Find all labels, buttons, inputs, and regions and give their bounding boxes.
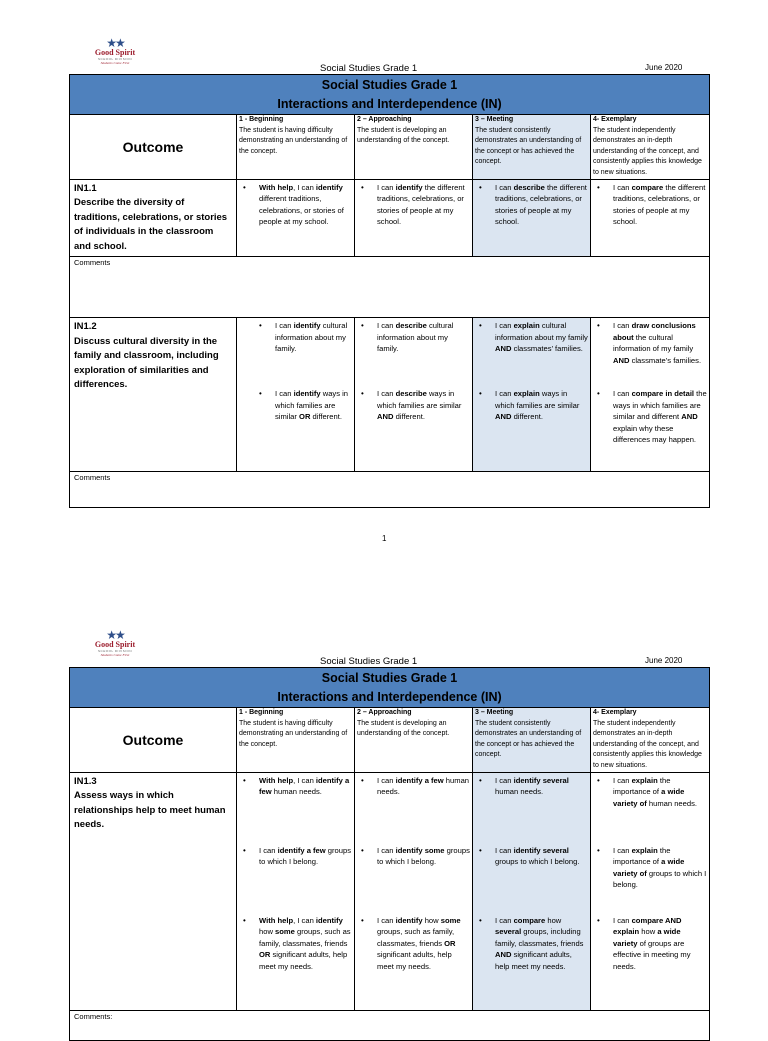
banner-subject: Social Studies Grade 1 <box>321 78 458 92</box>
descriptor-bullet: • I can identify how some groups, such as family, classmates, friends OR significant adults, help meet my needs. <box>357 915 470 973</box>
comments-box[interactable]: Comments <box>70 472 710 508</box>
banner-strand: Interactions and Interdependence (IN) <box>277 690 502 704</box>
rubric-table <box>69 667 710 1041</box>
level-description: The student is having difficulty demonstrating an understanding of the concept. <box>239 719 348 748</box>
rubric-banner <box>70 668 710 708</box>
descriptor-bullet: • I can describe the different traditions, celebrations, or stories of people at my school. <box>475 182 588 228</box>
outcome-code: IN1.2 <box>74 321 97 333</box>
level-beginning <box>237 708 355 773</box>
document-date: June 2020 <box>645 63 683 72</box>
level-meeting <box>473 115 591 180</box>
descriptor-bullet: • I can explain cultural information about my family AND classmates’ families. <box>475 320 588 388</box>
school-division-logo <box>86 630 144 658</box>
rubric-banner <box>70 75 710 115</box>
descriptor-bullet: • I can describe cultural information about my family. <box>357 320 470 388</box>
level-approaching <box>355 115 473 180</box>
descriptor-bullet: • I can draw conclusions about the cultural information of my family AND classmate’s families. <box>593 320 707 388</box>
logo-subtitle: SCHOOL DIVISION <box>97 57 133 61</box>
level-approaching <box>355 708 473 773</box>
outcome-row-in1-1 <box>70 179 710 257</box>
descriptor-bullet: • I can identify ways in which families are similar OR different. <box>255 388 352 423</box>
level-exemplary <box>591 115 710 180</box>
outcome-code: IN1.3 <box>74 775 97 787</box>
level-description: The student independently demonstrates an in-depth understanding of the concept, and consistently applies this knowledge to new situations. <box>593 126 702 176</box>
descriptor-exemplary <box>591 772 710 1010</box>
descriptor-beginning <box>237 179 355 257</box>
descriptor-meeting <box>473 179 591 257</box>
descriptor-exemplary <box>591 318 710 472</box>
descriptor-bullet: • I can compare in detail the ways in which families are similar and different AND explain why these differences may happen. <box>593 388 707 446</box>
descriptor-bullet: • I can describe ways in which families are similar AND different. <box>357 388 470 423</box>
descriptor-bullet: • I can identify some groups to which I belong. <box>357 845 470 915</box>
outcome-cell <box>70 772 237 1010</box>
outcome-text: Describe the diversity of traditions, celebrations, or stories of individuals in the classroom and school. <box>74 197 228 252</box>
logo-stars-icon: ★★ <box>106 36 124 50</box>
descriptor-bullet: • I can explain ways in which families are similar AND different. <box>475 388 588 423</box>
descriptor-bullet: • I can identify a few human needs. <box>357 775 470 845</box>
level-description: The student is developing an understanding of the concept. <box>357 126 450 145</box>
level-beginning <box>237 115 355 180</box>
descriptor-meeting <box>473 318 591 472</box>
logo-stars-icon: ★★ <box>106 628 124 642</box>
school-division-logo <box>86 38 144 66</box>
level-exemplary <box>591 708 710 773</box>
rubric-table <box>69 74 710 508</box>
outcome-row-in1-3 <box>70 772 710 1010</box>
descriptor-approaching <box>355 179 473 257</box>
comments-box[interactable]: Comments: <box>70 1010 710 1040</box>
descriptor-bullet: • I can compare AND explain how a wide variety of groups are effective in meeting my needs. <box>593 915 707 973</box>
outcome-row-in1-2 <box>70 318 710 472</box>
outcome-text: Assess ways in which relationships help to meet human needs. <box>74 790 226 831</box>
page-2 <box>0 590 768 1024</box>
descriptor-bullet: • I can explain the importance of a wide variety of human needs. <box>593 775 707 845</box>
descriptor-beginning <box>237 772 355 1010</box>
descriptor-bullet: • I can identify several human needs. <box>475 775 588 845</box>
descriptor-bullet: • I can identify the different traditions, celebrations, or stories of people at my school. <box>357 182 470 228</box>
descriptor-beginning <box>237 318 355 472</box>
outcome-text: Discuss cultural diversity in the family and classroom, including exploration of similarities and differences. <box>74 335 219 391</box>
outcome-cell <box>70 179 237 257</box>
level-name: 3 – Meeting <box>475 709 514 716</box>
level-name: 1 - Beginning <box>239 709 284 716</box>
level-name: 2 – Approaching <box>357 116 412 123</box>
logo-tagline: Students Come First <box>100 61 130 65</box>
logo-name: Good Spirit <box>94 640 136 649</box>
level-description: The student consistently demonstrates an understanding of the concept or has achieved the concept. <box>475 719 582 759</box>
outcome-heading: Outcome <box>70 708 237 773</box>
descriptor-approaching <box>355 772 473 1010</box>
descriptor-bullet: • I can compare how several groups, including family, classmates, friends AND significant adults, help meet my needs. <box>475 915 588 973</box>
comments-box[interactable]: Comments <box>70 257 710 318</box>
descriptor-bullet: • With help, I can identify different traditions, celebrations, or stories of people at my school. <box>239 182 352 228</box>
outcome-code: IN1.1 <box>74 182 97 194</box>
descriptor-approaching <box>355 318 473 472</box>
level-description: The student consistently demonstrates an understanding of the concept or has achieved the concept. <box>475 126 582 166</box>
descriptor-bullet: • I can explain the importance of a wide variety of groups to which I belong. <box>593 845 707 915</box>
logo-name: Good Spirit <box>94 48 136 57</box>
level-name: 1 - Beginning <box>239 116 284 123</box>
outcome-heading: Outcome <box>70 115 237 180</box>
document-title: Social Studies Grade 1 <box>320 63 418 74</box>
document-date: June 2020 <box>645 656 683 665</box>
document-title: Social Studies Grade 1 <box>320 656 418 667</box>
descriptor-bullet: • With help, I can identify a few human needs. <box>239 775 352 845</box>
level-name: 3 – Meeting <box>475 116 514 123</box>
descriptor-bullet: • I can compare the different traditions, celebrations, or stories of people at my school. <box>593 182 707 228</box>
banner-subject: Social Studies Grade 1 <box>321 671 458 685</box>
level-name: 4- Exemplary <box>593 116 637 123</box>
level-description: The student is having difficulty demonstrating an understanding of the concept. <box>239 126 348 155</box>
level-meeting <box>473 708 591 773</box>
level-name: 2 – Approaching <box>357 709 412 716</box>
level-name: 4- Exemplary <box>593 709 637 716</box>
logo-tagline: Students Come First <box>100 653 130 657</box>
descriptor-exemplary <box>591 179 710 257</box>
descriptor-bullet: • I can identify several groups to which I belong. <box>475 845 588 915</box>
logo-subtitle: SCHOOL DIVISION <box>97 649 133 653</box>
banner-strand: Interactions and Interdependence (IN) <box>277 97 502 111</box>
descriptor-bullet: • I can identify cultural information about my family. <box>255 320 352 388</box>
level-description: The student is developing an understanding of the concept. <box>357 719 450 738</box>
outcome-cell <box>70 318 237 472</box>
descriptor-meeting <box>473 772 591 1010</box>
descriptor-bullet: • With help, I can identify how some groups, such as family, classmates, friends OR significant adults, help meet my needs. <box>239 915 352 973</box>
descriptor-bullet: • I can identify a few groups to which I belong. <box>239 845 352 915</box>
level-description: The student independently demonstrates an in-depth understanding of the concept, and consistently applies this knowledge to new situations. <box>593 719 702 769</box>
page-number: 1 <box>382 534 387 543</box>
